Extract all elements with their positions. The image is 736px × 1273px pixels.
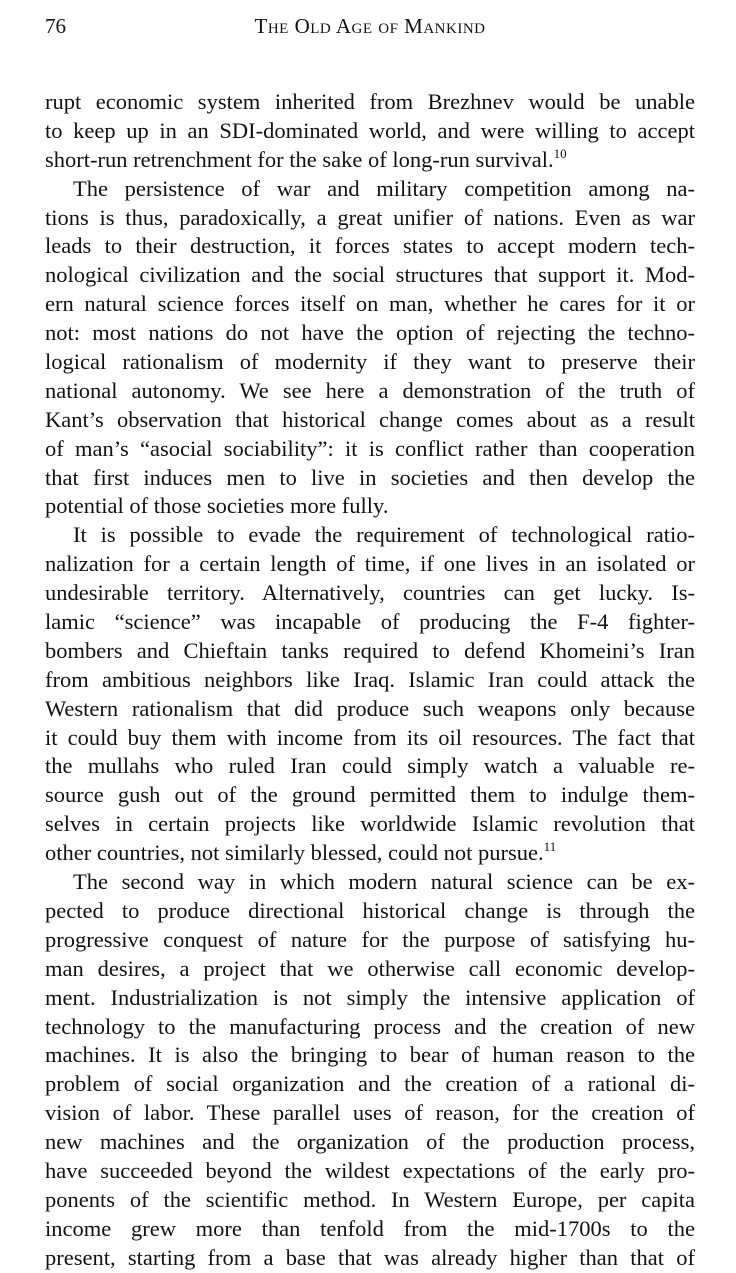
text-line: tions is thus, paradoxically, a great unifier of nations. Even as war bbox=[45, 204, 695, 230]
text-line: the mullahs who ruled Iran could simply watch a valuable re- bbox=[45, 753, 695, 779]
text-line-content: short-run retrenchment for the sake of long-run survival. bbox=[45, 146, 554, 172]
text-line: Western rationalism that did produce such weapons only because bbox=[45, 695, 695, 721]
book-page bbox=[45, 12, 695, 1273]
text-line: Kant’s observation that historical change comes about as a result bbox=[45, 406, 695, 432]
text-line: income grew more than tenfold from the mid-1700s to the bbox=[45, 1215, 695, 1241]
text-line: pected to produce directional historical change is through the bbox=[45, 897, 695, 923]
text-line: undesirable territory. Alternatively, countries can get lucky. Is- bbox=[45, 580, 695, 606]
text-line: lamic “science” was incapable of producing the F-4 fighter- bbox=[45, 609, 695, 635]
text-line: that first induces men to live in societies and then develop the bbox=[45, 464, 695, 490]
running-title: The Old Age of Mankind bbox=[254, 14, 486, 38]
text-line: man desires, a project that we otherwise call economic develop- bbox=[45, 955, 695, 981]
text-line: progressive conquest of nature for the purpose of satisfying hu- bbox=[45, 926, 695, 952]
footnote-marker: 11 bbox=[543, 839, 557, 855]
text-line: The persistence of war and military competition among na- bbox=[73, 175, 695, 201]
footnote-marker: 10 bbox=[553, 145, 567, 161]
text-line: logical rationalism of modernity if they want to preserve their bbox=[45, 349, 695, 375]
text-line: bombers and Chieftain tanks required to defend Khomeini’s Iran bbox=[45, 637, 695, 663]
text-line: have succeeded beyond the wildest expectations of the early pro- bbox=[45, 1157, 695, 1183]
text-line: problem of social organization and the creation of a rational di- bbox=[45, 1071, 695, 1097]
text-line: it could buy them with income from its oil resources. The fact that bbox=[45, 724, 695, 750]
text-line: selves in certain projects like worldwide Islamic revolution that bbox=[45, 811, 695, 837]
text-line: machines. It is also the bringing to bear of human reason to the bbox=[45, 1042, 695, 1068]
text-line: ponents of the scientific method. In Western Europe, per capita bbox=[45, 1186, 695, 1212]
text-line: nalization for a certain length of time, if one lives in an isolated or bbox=[45, 551, 695, 577]
text-line: leads to their destruction, it forces states to accept modern tech- bbox=[45, 233, 695, 259]
text-line bbox=[45, 839, 695, 868]
text-line: nological civilization and the social structures that support it. Mod- bbox=[45, 262, 695, 288]
body-text bbox=[45, 88, 695, 1273]
text-line: It is possible to evade the requirement of technological ratio- bbox=[73, 522, 695, 548]
text-line: potential of those societies more fully. bbox=[45, 493, 389, 519]
text-line: ment. Industrialization is not simply the intensive application of bbox=[45, 984, 695, 1010]
text-line: present, starting from a base that was already higher than that of bbox=[45, 1244, 695, 1270]
text-line-content: other countries, not similarly blessed, could not pursue. bbox=[45, 840, 544, 866]
text-line: The second way in which modern natural science can be ex- bbox=[73, 869, 695, 895]
paragraph-3 bbox=[45, 521, 695, 868]
text-line: vision of labor. These parallel uses of reason, for the creation of bbox=[45, 1100, 695, 1126]
running-head bbox=[45, 12, 695, 46]
text-line: rupt economic system inherited from Brezhnev would be unable bbox=[45, 89, 695, 114]
paragraph-4 bbox=[45, 868, 695, 1272]
text-line: ern natural science forces itself on man, whether he cares for it or bbox=[45, 291, 695, 317]
page-number: 76 bbox=[45, 14, 66, 38]
text-line: of man’s “asocial sociability”: it is conflict rather than cooperation bbox=[45, 435, 695, 461]
text-line: national autonomy. We see here a demonstration of the truth of bbox=[45, 377, 695, 403]
text-line: technology to the manufacturing process and the creation of new bbox=[45, 1013, 695, 1039]
text-line: not: most nations do not have the option of rejecting the techno- bbox=[45, 320, 695, 346]
text-line: source gush out of the ground permitted them to indulge them- bbox=[45, 782, 695, 808]
text-line bbox=[45, 146, 695, 175]
text-line: new machines and the organization of the production process, bbox=[45, 1129, 695, 1155]
text-line: from ambitious neighbors like Iraq. Islamic Iran could attack the bbox=[45, 666, 695, 692]
paragraph-1 bbox=[45, 88, 695, 175]
text-line: to keep up in an SDI-dominated world, and were willing to accept bbox=[45, 117, 695, 143]
paragraph-2 bbox=[45, 175, 695, 522]
